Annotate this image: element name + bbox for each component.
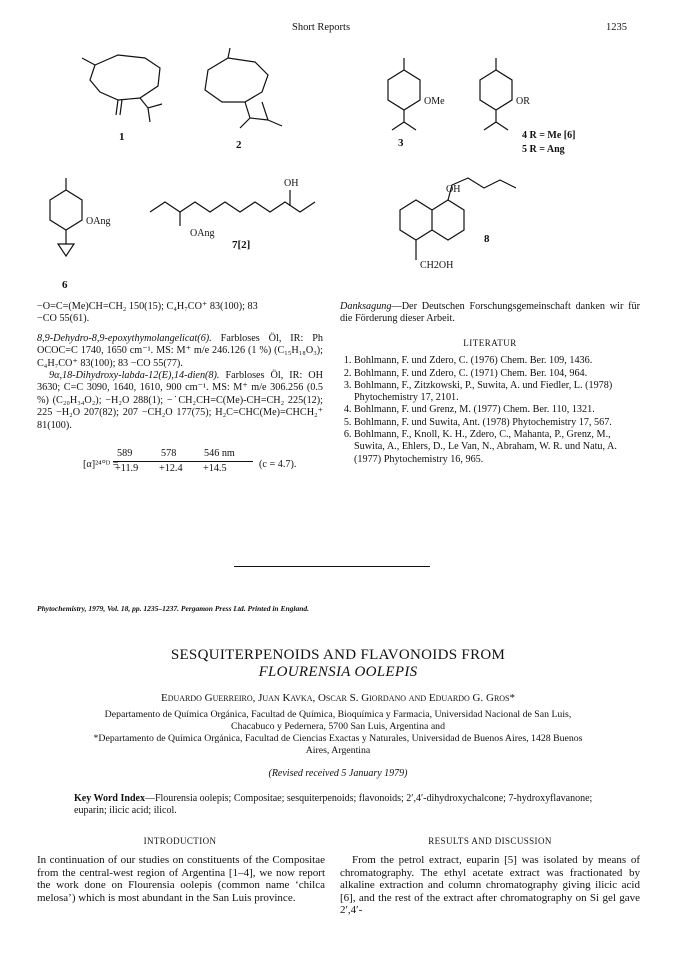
reference-item: 2. Bohlmann, F. und Zdero, C. (1971) Chem. Ber. 104, 964. bbox=[354, 368, 640, 380]
structure-6 bbox=[50, 178, 110, 291]
rotation-wavelength: 589 bbox=[117, 448, 133, 460]
structure-8 bbox=[400, 178, 516, 271]
svg-text:OH: OH bbox=[446, 184, 461, 195]
left-column bbox=[37, 301, 323, 484]
reference-item: 1. Bohlmann, F. und Zdero, C. (1976) Chem. Ber. 109, 1436. bbox=[354, 355, 640, 367]
article-title-line-2: FLOURENSIA OOLEPIS bbox=[258, 664, 418, 680]
svg-text:OAng: OAng bbox=[190, 228, 215, 239]
affiliation-line: *Departamento de Química Orgánica, Facultad de Ciencias Exactas y Naturales, Universidad de Buenos Aires, 1428 Buenos bbox=[93, 733, 583, 744]
ms-fragment-line: −CO 55(61). bbox=[37, 313, 90, 325]
compound-label: 1 bbox=[119, 131, 125, 143]
svg-text:8: 8 bbox=[484, 233, 490, 245]
reference-item: 5. Bohlmann, F. und Suwita, Ant. (1978) Phytochemistry 17, 567. bbox=[354, 417, 640, 429]
introduction-text: In continuation of our studies on constituents of the Compositae from the central-west region of Argentina [1–4], we now report the work done on Flourensia oolepis (common name ‘chilca melosa’) which is most abundant in the San Luis province. bbox=[37, 854, 325, 904]
article-title-line-1: SESQUITERPENOIDS AND FLAVONOIDS FROM bbox=[170, 647, 506, 663]
structure-3 bbox=[388, 58, 445, 149]
received-date: (Revised received 5 January 1979) bbox=[268, 768, 408, 779]
references-list bbox=[340, 355, 640, 466]
structure-7 bbox=[150, 178, 315, 251]
chemical-structures-figure bbox=[0, 40, 676, 291]
svg-text:OH: OH bbox=[284, 178, 299, 189]
svg-text:7[2]: 7[2] bbox=[232, 239, 251, 251]
authors: Eduardo Guerreiro, Juan Kavka, Oscar S. Giordano and Eduardo G. Gros* bbox=[160, 692, 516, 704]
ms-fragment-line: −O=C=(Me)CH=CH₂ 150(15); C₄H₇CO⁺ 83(100); 83 bbox=[37, 301, 258, 312]
keyword-index: Key Word Index—Flourensia oolepis; Compositae; sesquiterpenoids; flavonoids; 2′,4′-dihydroxychalcone; 7-hydroxyflavanone; euparin; ilicic acid; ilicol. bbox=[74, 793, 593, 816]
rotation-value: +14.5 bbox=[203, 463, 227, 475]
rotation-wavelength: 578 bbox=[161, 448, 177, 460]
structure-2 bbox=[205, 48, 282, 151]
affiliation-line: Aires, Argentina bbox=[305, 745, 371, 756]
svg-text:5 R = Ang: 5 R = Ang bbox=[522, 144, 565, 155]
compound-8-data: 9α,18-Dihydroxy-labda-12(E),14-dien(8). Farbloses Öl, IR: OH 3630; C=C 3090, 1640, 1610, 900 cm⁻¹. MS: M⁺ m/e 306.256 (0.5 %) (C₂₀H₃₄O₂); −H₂O 288(1); −˙CH₂CH=C(Me)-CH=CH₂ 225(12); 225 −H₂O 207(82); 207 −CH₂O 177(75); H₂C=CHC(Me)=CHCH₂⁺ 81(100). bbox=[37, 370, 323, 431]
affiliation-line: Chacabuco y Pedernera, 5700 San Luis, Argentina and bbox=[231, 721, 445, 732]
section-divider bbox=[234, 566, 430, 567]
svg-text:OR: OR bbox=[516, 96, 530, 107]
structure-4-5 bbox=[480, 58, 575, 155]
svg-text:OAng: OAng bbox=[86, 216, 111, 227]
optical-rotation bbox=[37, 448, 323, 484]
rotation-value: +11.9 bbox=[115, 463, 139, 475]
reference-item: 4. Bohlmann, F. und Grenz, M. (1977) Chem. Ber. 110, 1321. bbox=[354, 404, 640, 416]
page-number: 1235 bbox=[606, 22, 627, 33]
rotation-value: +12.4 bbox=[159, 463, 183, 475]
rotation-conc: (c = 4.7). bbox=[259, 459, 297, 471]
svg-text:4 R = Me [6]: 4 R = Me [6] bbox=[522, 130, 576, 141]
right-column bbox=[340, 301, 640, 466]
journal-citation: Phytochemistry, 1979, Vol. 18, pp. 1235–1237. Pergamon Press Ltd. Printed in England. bbox=[37, 604, 310, 613]
rotation-lhs: [α]²⁴°ᴰ = bbox=[83, 459, 119, 471]
affiliation-line: Departamento de Química Orgánica, Facultad de Química, Bioquímica y Farmacia, Universidad Nacional de San Luis, bbox=[104, 709, 572, 720]
rotation-wavelength: 546 nm bbox=[204, 448, 235, 460]
svg-text:OMe: OMe bbox=[424, 96, 445, 107]
reference-item: 3. Bohlmann, F., Zitzkowski, P., Suwita, A. und Fiedler, L. (1978) Phytochemistry 17, 2101. bbox=[354, 380, 640, 405]
acknowledgement: Danksagung—Der Deutschen Forschungsgemeinschaft danken wir für die Förderung dieser Arbeit. bbox=[340, 301, 640, 325]
svg-text:CH2OH: CH2OH bbox=[420, 260, 454, 271]
svg-text:3: 3 bbox=[398, 137, 404, 149]
svg-text:6: 6 bbox=[62, 279, 68, 291]
svg-text:2: 2 bbox=[236, 139, 242, 151]
fraction-bar bbox=[113, 461, 253, 462]
results-heading: RESULTS AND DISCUSSION bbox=[428, 836, 552, 846]
introduction-heading: INTRODUCTION bbox=[143, 836, 217, 846]
references-heading: LITERATUR bbox=[463, 337, 517, 348]
reference-item: 6. Bohlmann, F., Knoll, K. H., Zdero, C., Mahanta, P., Grenz, M., Suwita, A., Ehlers, D., Le Van, N., Abraham, W. R. und Natu, A. (1977) Phytochemistry 16, 965. bbox=[354, 429, 640, 466]
compound-6-data: 8,9-Dehydro-8,9-epoxythymolangelicat(6). Farbloses Öl, IR: Ph OCOC=C 1740, 1650 cm⁻¹. MS: M⁺ m/e 246.126 (1 %) (C₁₅H₁₈O₃); C₄H₇CO⁺ 83(100); 83 −CO 55(77). bbox=[37, 332, 323, 369]
running-header-title: Short Reports bbox=[292, 22, 351, 33]
structure-1 bbox=[82, 55, 162, 143]
results-text: From the petrol extract, euparin [5] was isolated by means of chromatography. The ethyl acetate extract was fractionated by alkaline extraction and column chromatography giving ilicic acid [6], and the rest of the extract after chromatography on Si gel gave 2′,4′- bbox=[340, 854, 640, 917]
